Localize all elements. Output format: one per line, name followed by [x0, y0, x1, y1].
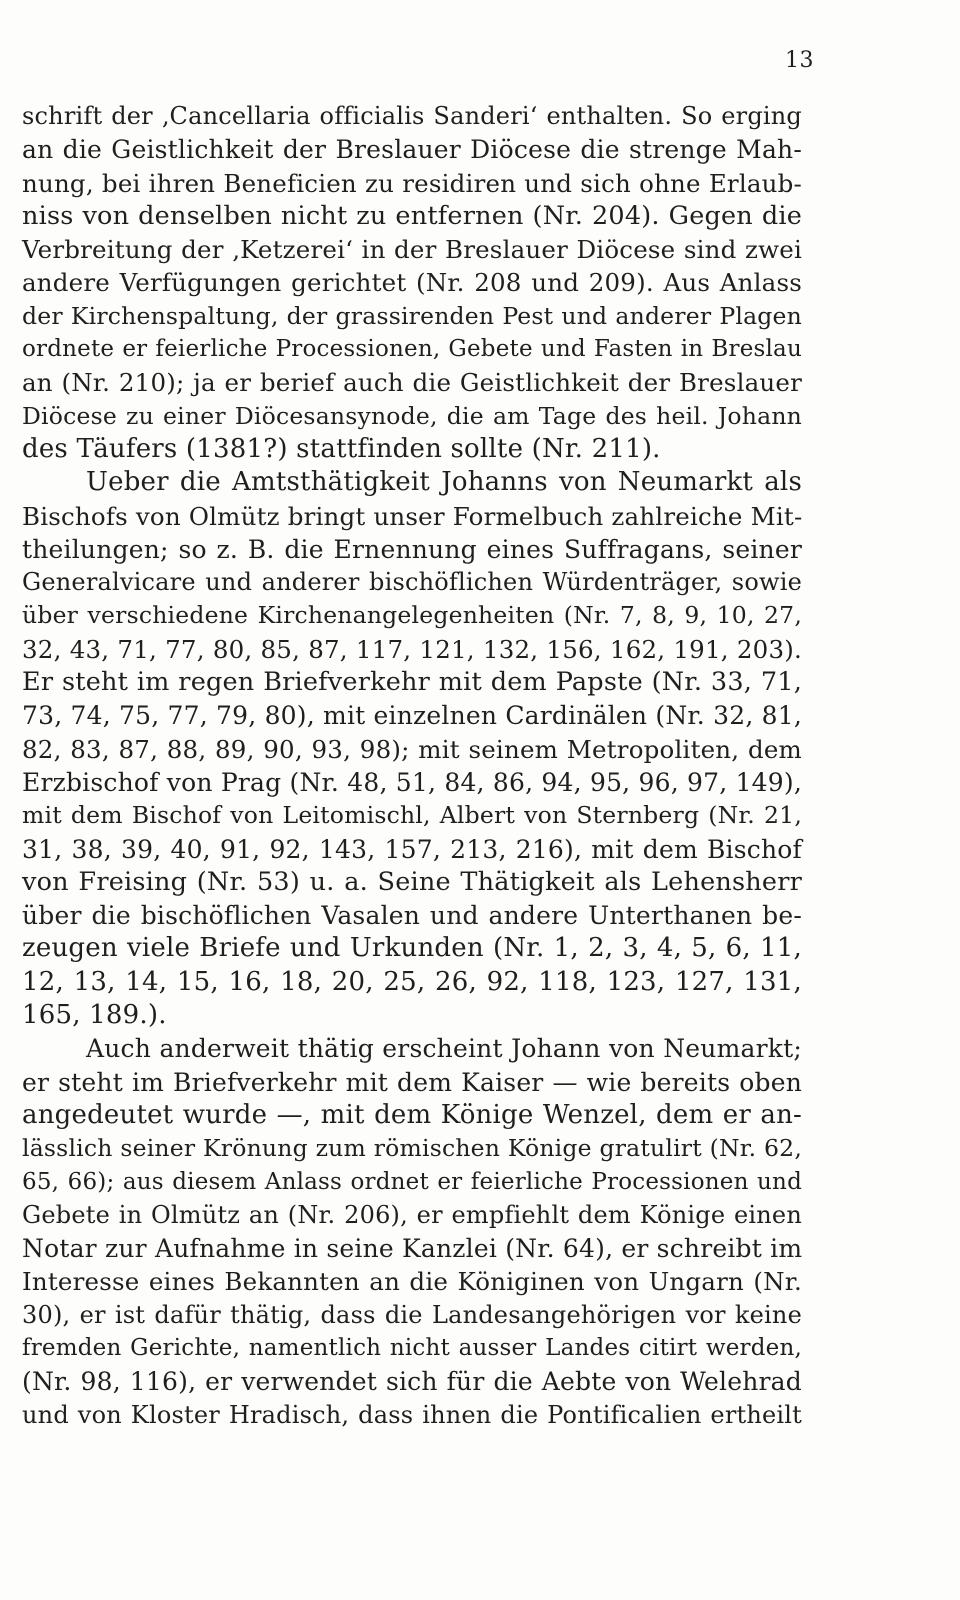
- text-line: Verbreitung der ‚Ketzerei‘ in der Breslauer Diöcese sind zwei: [22, 235, 802, 265]
- text-line: niss von denselben nicht zu entfernen (Nr. 204). Gegen die: [22, 200, 802, 231]
- text-line: 31, 38, 39, 40, 91, 92, 143, 157, 213, 216), mit dem Bischof: [22, 834, 802, 864]
- text-line: von Freising (Nr. 53) u. a. Seine Thätigkeit als Lehensherr: [22, 866, 802, 897]
- text-line: 82, 83, 87, 88, 89, 90, 93, 98); mit seinem Metropoliten, dem: [22, 734, 802, 764]
- text-line: an (Nr. 210); ja er berief auch die Geistlichkeit der Breslauer: [22, 368, 802, 398]
- text-line: der Kirchenspaltung, der grassirenden Pest und anderer Plagen: [22, 301, 802, 330]
- text-line: Gebete in Olmütz an (Nr. 206), er empfiehlt dem Könige einen: [22, 1200, 802, 1229]
- text-line: (Nr. 98, 116), er verwendet sich für die Aebte von Welehrad: [22, 1367, 802, 1397]
- text-line: Diöcese zu einer Diöcesansynode, die am Tage des heil. Johann: [22, 401, 802, 430]
- text-line: Generalvicare und anderer bischöflichen Würdenträger, sowie: [22, 568, 802, 597]
- body-text: [22, 100, 802, 1432]
- text-line: Interesse eines Bekannten an die Königinen von Ungarn (Nr.: [22, 1267, 802, 1297]
- text-line: fremden Gerichte, namentlich nicht ausser Landes citirt werden,: [22, 1334, 802, 1361]
- text-line: andere Verfügungen gerichtet (Nr. 208 und 209). Aus Anlass: [22, 268, 802, 298]
- text-line: über verschiedene Kirchenangelegenheiten (Nr. 7, 8, 9, 10, 27,: [22, 601, 802, 630]
- text-line: angedeutet wurde —, mit dem Könige Wenzel, dem er an-: [22, 1099, 802, 1130]
- text-line: 65, 66); aus diesem Anlass ordnet er feierliche Processionen und: [22, 1168, 802, 1195]
- text-line: theilungen; so z. B. die Ernennung eines Suffragans, seiner: [22, 534, 802, 564]
- text-line: Erzbischof von Prag (Nr. 48, 51, 84, 86, 94, 95, 96, 97, 149),: [22, 767, 802, 797]
- text-line: nung, bei ihren Beneficien zu residiren und sich ohne Erlaub-: [22, 168, 802, 198]
- paragraph-end-line: des Täufers (1381?) stattfinden sollte (Nr. 211).: [22, 433, 661, 464]
- text-line: zeugen viele Briefe und Urkunden (Nr. 1, 2, 3, 4, 5, 6, 11,: [22, 933, 802, 964]
- paragraph-end-line: 165, 189.).: [22, 1000, 167, 1031]
- text-line: an die Geistlichkeit der Breslauer Diöcese die strenge Mah-: [22, 135, 802, 165]
- text-line: 30), er ist dafür thätig, dass die Landesangehörigen vor keine: [22, 1300, 802, 1329]
- text-line: schrift der ‚Cancellaria officialis Sanderi‘ enthalten. So erging: [22, 102, 802, 130]
- text-line: Bischofs von Olmütz bringt unser Formelbuch zahlreiche Mit-: [22, 501, 803, 531]
- text-line: über die bischöflichen Vasalen und andere Unterthanen be-: [22, 901, 802, 931]
- text-line: ordnete er feierliche Processionen, Gebete und Fasten in Breslau: [22, 336, 802, 363]
- text-line: 12, 13, 14, 15, 16, 18, 20, 25, 26, 92, 118, 123, 127, 131,: [22, 966, 802, 997]
- text-line: und von Kloster Hradisch, dass ihnen die Pontificalien ertheilt: [22, 1400, 802, 1429]
- page-number: 13: [785, 48, 814, 73]
- text-line: mit dem Bischof von Leitomischl, Albert von Sternberg (Nr. 21,: [22, 801, 802, 830]
- text-line: Er steht im regen Briefverkehr mit dem Papste (Nr. 33, 71,: [22, 667, 802, 698]
- text-line: Notar zur Aufnahme in seine Kanzlei (Nr. 64), er schreibt im: [22, 1234, 803, 1264]
- text-line: 73, 74, 75, 77, 79, 80), mit einzelnen Cardinälen (Nr. 32, 81,: [22, 701, 802, 731]
- text-line: lässlich seiner Krönung zum römischen Könige gratulirt (Nr. 62,: [22, 1134, 802, 1163]
- paragraph-start-line: Ueber die Amtsthätigkeit Johanns von Neumarkt als: [86, 467, 802, 498]
- paragraph-start-line: Auch anderweit thätig erscheint Johann von Neumarkt;: [86, 1034, 802, 1064]
- text-line: 32, 43, 71, 77, 80, 85, 87, 117, 121, 132, 156, 162, 191, 203).: [22, 634, 802, 664]
- text-line: er steht im Briefverkehr mit dem Kaiser — wie bereits oben: [22, 1067, 802, 1097]
